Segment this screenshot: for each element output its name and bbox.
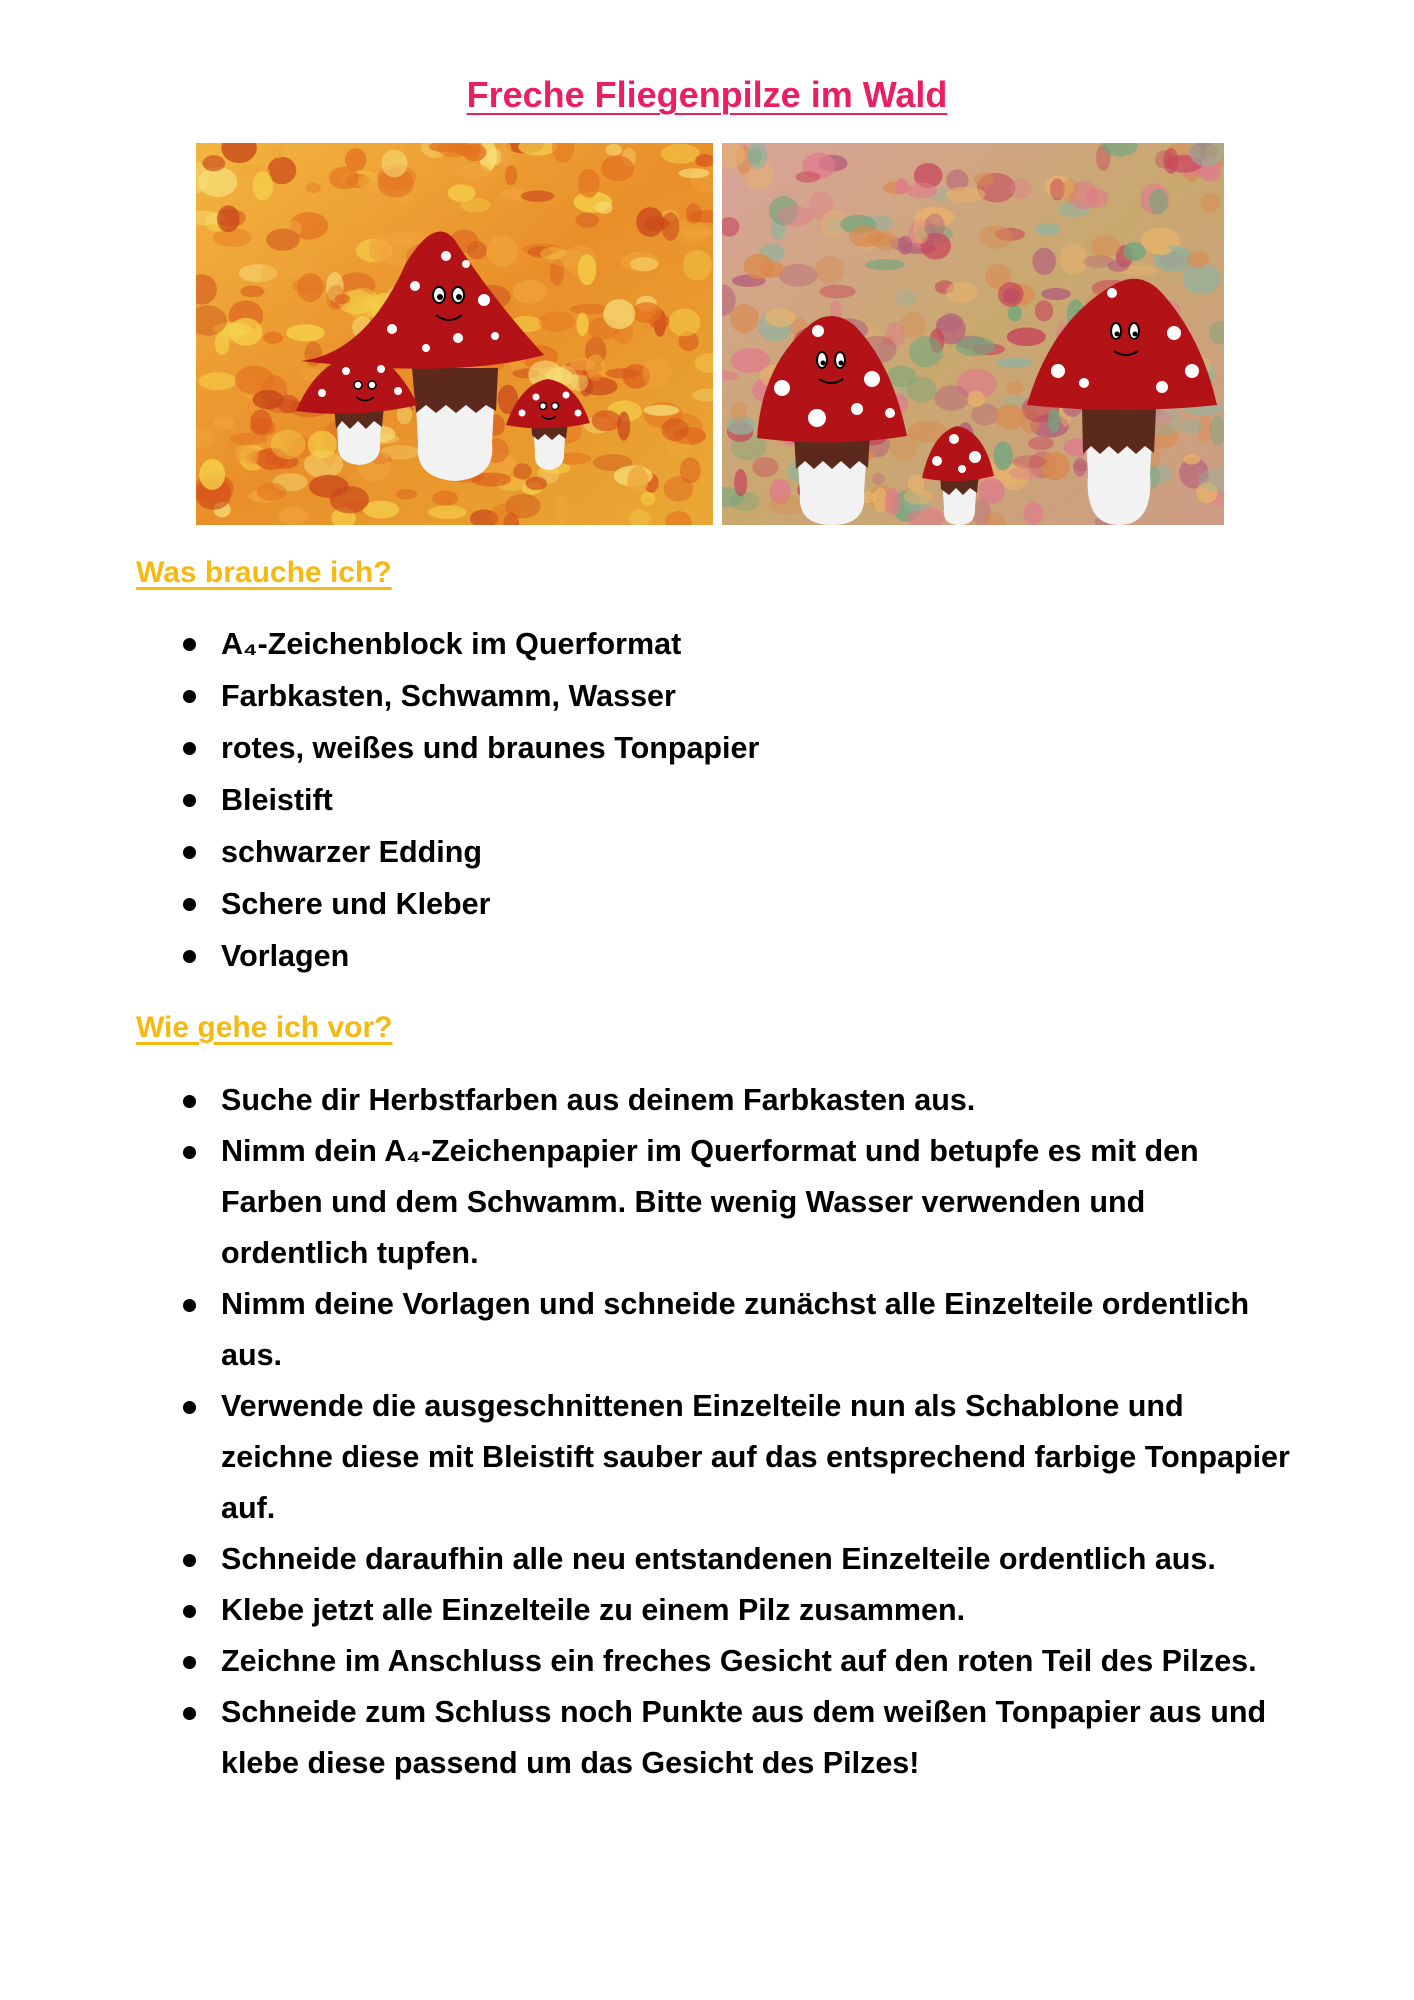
material-item: Vorlagen [175, 930, 1295, 982]
step-item: Zeichne im Anschluss ein freches Gesicht auf den roten Teil des Pilzes. [175, 1636, 1295, 1687]
material-item: rotes, weißes und braunes Tonpapier [175, 722, 1295, 774]
step-item: Nimm dein A₄-Zeichenpapier im Querformat und betupfe es mit den Farben und dem Schwamm. Bitte wenig Wasser verwenden und ordentlich tupfen. [175, 1126, 1295, 1279]
step-item: Suche dir Herbstfarben aus deinem Farbkasten aus. [175, 1075, 1295, 1126]
steps-heading: Wie gehe ich vor? [136, 1011, 393, 1044]
material-item: Bleistift [175, 774, 1295, 826]
material-item: Farbkasten, Schwamm, Wasser [175, 670, 1295, 722]
material-item: Schere und Kleber [175, 878, 1295, 930]
material-item: A₄-Zeichenblock im Querformat [175, 618, 1295, 670]
step-item: Schneide zum Schluss noch Punkte aus dem weißen Tonpapier aus und klebe diese passend um das Gesicht des Pilzes! [175, 1687, 1295, 1789]
materials-heading: Was brauche ich? [136, 556, 392, 589]
page-title: Freche Fliegenpilze im Wald [466, 74, 948, 115]
material-item: schwarzer Edding [175, 826, 1295, 878]
example-photo-left [196, 143, 713, 525]
step-item: Nimm deine Vorlagen und schneide zunächst alle Einzelteile ordentlich aus. [175, 1279, 1295, 1381]
mushroom-artwork-left [196, 143, 713, 525]
step-item: Klebe jetzt alle Einzelteile zu einem Pilz zusammen. [175, 1585, 1295, 1636]
steps-list [175, 1075, 1295, 1789]
step-item: Verwende die ausgeschnittenen Einzelteile nun als Schablone und zeichne diese mit Bleistift sauber auf das entsprechend farbige Tonpapier auf. [175, 1381, 1295, 1534]
example-photo-right [722, 143, 1224, 525]
mushroom-artwork-right [722, 143, 1224, 525]
materials-list [175, 618, 1295, 982]
step-item: Schneide daraufhin alle neu entstandenen Einzelteile ordentlich aus. [175, 1534, 1295, 1585]
